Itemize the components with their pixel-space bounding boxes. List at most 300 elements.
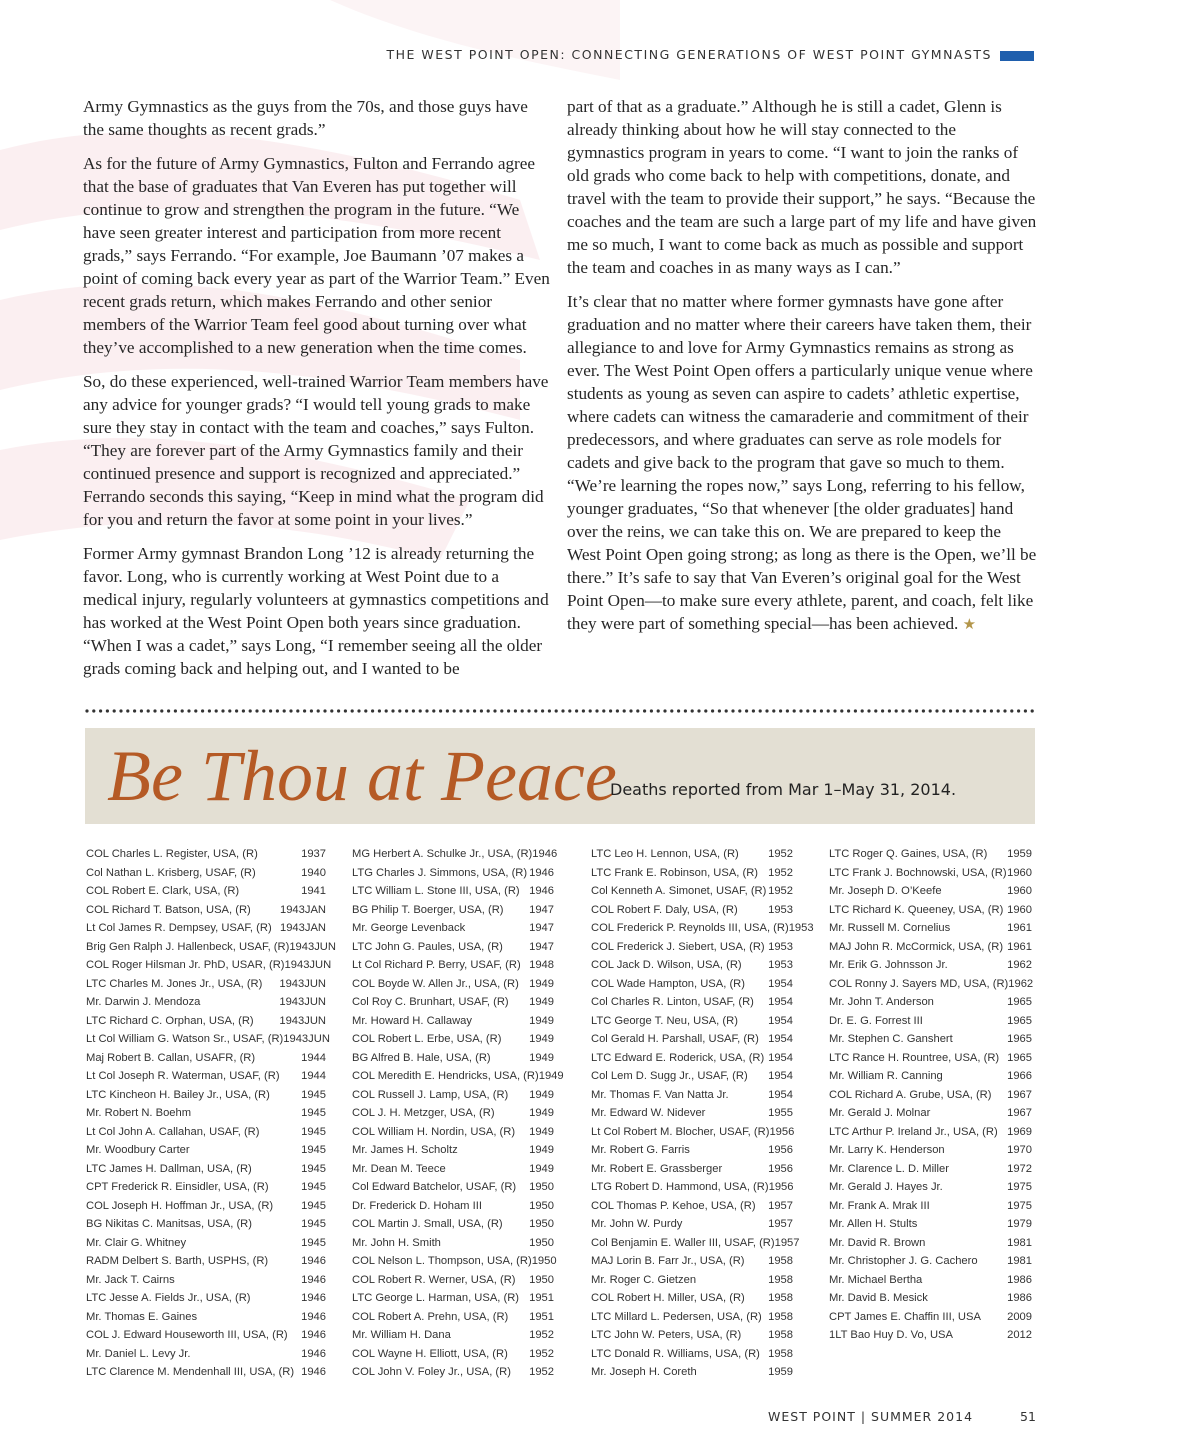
class-year: 1946 [532,848,558,860]
running-header: THE WEST POINT OPEN: CONNECTING GENERATIONS OF WEST POINT GYMNASTS [386,47,992,62]
list-item [86,1012,326,1031]
deceased-name: COL Joseph H. Hoffman Jr., USA, (R) [86,1199,274,1212]
list-item [829,1271,1032,1290]
deceased-name: COL Charles L. Register, USA, (R) [86,848,258,860]
class-year: 1962 [1008,977,1034,990]
list-item [352,975,554,994]
deaths-list-column-2 [352,845,564,1382]
deceased-name: COL Thomas P. Kehoe, USA, (R) [591,1199,756,1212]
deceased-name: Lt Col Richard P. Berry, USAF, (R) [352,959,521,971]
deceased-name: Lt Col William G. Watson Sr., USAF, (R) [86,1033,284,1045]
class-year: 1948 [529,959,554,971]
deceased-name: Mr. Larry K. Henderson [829,1144,945,1156]
class-year: 1945 [301,1236,326,1249]
class-year: 1946 [529,885,554,897]
list-item [829,901,1032,920]
list-item [829,1197,1032,1216]
list-item [352,1215,554,1234]
deceased-name: LTG Charles J. Simmons, USA, (R) [352,866,528,879]
list-item [86,864,326,883]
deceased-name: MG Herbert A. Schulke Jr., USA, (R) [352,848,533,860]
class-year: 1950 [529,1181,554,1193]
class-year: 1949 [529,1107,554,1119]
class-year: 1969 [1007,1125,1032,1138]
deceased-name: Mr. Michael Bertha [829,1273,923,1286]
list-item [352,1252,557,1271]
list-item [352,1141,554,1160]
class-year: 1946 [529,866,554,879]
class-year: 1956 [768,1144,793,1156]
list-item [829,1123,1032,1142]
deceased-name: Mr. David R. Brown [829,1236,926,1249]
class-year: 1945 [301,1144,326,1156]
deceased-name: COL Russell J. Lamp, USA, (R) [352,1088,509,1101]
class-year: 1943JUN [284,959,332,971]
class-year: 1943JUN [279,977,326,990]
class-year: 1952 [768,885,793,897]
class-year: 1952 [768,866,793,879]
header-accent-bar [1000,51,1034,61]
class-year: 1950 [529,1273,554,1286]
deceased-name: 1LT Bao Huy D. Vo, USA [829,1329,953,1341]
deceased-name: Col Benjamin E. Waller III, USAF, (R) [591,1236,775,1249]
list-item [86,975,326,994]
list-item [352,1030,554,1049]
deceased-name: COL Frederick P. Reynolds III, USA, (R) [591,922,789,934]
deaths-list-column-3 [591,845,814,1382]
list-item [829,1030,1032,1049]
deceased-name: Mr. Joseph H. Coreth [591,1366,697,1378]
list-item [591,845,793,864]
class-year: 1949 [529,1088,554,1101]
list-item [591,919,814,938]
deceased-name: Col Charles R. Linton, USAF, (R) [591,996,754,1008]
deceased-name: Mr. William R. Canning [829,1070,943,1082]
deceased-name: LTC Kincheon H. Bailey Jr., USA, (R) [86,1088,270,1101]
list-item [829,1215,1032,1234]
class-year: 1959 [1007,848,1032,860]
list-item [591,864,793,883]
class-year: 1951 [529,1310,554,1323]
deceased-name: CPT James E. Chaffin III, USA [829,1310,981,1323]
class-year: 1965 [1007,996,1032,1008]
list-item [829,956,1032,975]
deceased-name: LTC Edward E. Roderick, USA, (R) [591,1051,765,1064]
deceased-name: Mr. James H. Scholtz [352,1144,458,1156]
deceased-name: MAJ Lorin B. Farr Jr., USA, (R) [591,1255,745,1267]
class-year: 1958 [768,1347,793,1360]
list-item [591,1104,793,1123]
list-item [829,1067,1032,1086]
deceased-name: COL Robert A. Prehn, USA, (R) [352,1310,509,1323]
memorial-title: Be Thou at Peace [107,736,617,816]
deceased-name: Mr. Dean M. Teece [352,1162,446,1175]
class-year: 1962 [1007,959,1032,971]
article-paragraph: Former Army gymnast Brandon Long ’12 is already returning the favor. Long, who is currently working at West Point due to a medical injury, regularly volunteers at gymnastics competitions and has worked at the West Point Open both years since graduation. “When I was a cadet,” says Long, “I remember seeing all the older grads coming back and helping out, and I wanted to be [83,544,549,678]
class-year: 1945 [301,1107,326,1119]
list-item [591,1197,793,1216]
class-year: 1949 [529,977,554,990]
list-item [591,1326,793,1345]
class-year: 1950 [531,1255,557,1267]
deceased-name: LTC James H. Dallman, USA, (R) [86,1162,252,1175]
deceased-name: Mr. Christopher J. G. Cachero [829,1255,978,1267]
list-item [591,993,793,1012]
list-item [352,1049,554,1068]
class-year: 1954 [768,1088,793,1101]
list-item [591,901,793,920]
end-star-icon: ★ [962,617,977,633]
class-year: 1944 [301,1070,326,1082]
deceased-name: LTC Frank J. Bochnowski, USA, (R) [829,866,1007,879]
deceased-name: Mr. Woodbury Carter [86,1144,190,1156]
list-item [352,1160,554,1179]
deceased-name: LTC Arthur P. Ireland Jr., USA, (R) [829,1125,998,1138]
class-year: 1947 [529,922,554,934]
list-item [86,1271,326,1290]
list-item [591,938,793,957]
deceased-name: LTC William L. Stone III, USA, (R) [352,885,520,897]
list-item [591,1160,793,1179]
article-paragraph: part of that as a graduate.” Although he is still a cadet, Glenn is already thinking about how he will stay connected to the gymnastics program in years to come. “I want to join the ranks of old grads who come back to help with competitions, donate, and travel with the team to provide their support,” he says. “Because the coaches and the team are such a large part of my life and have given me so much, I want to come back as much as possible and support the team and coaches in as many ways as I can.” [567,97,1037,277]
deceased-name: Mr. Thomas F. Van Natta Jr. [591,1088,729,1101]
list-item [591,1141,793,1160]
deceased-name: Lt Col John A. Callahan, USAF, (R) [86,1125,260,1138]
class-year: 1949 [529,1014,554,1027]
list-item [591,1067,793,1086]
deceased-name: Mr. Jack T. Cairns [86,1273,175,1286]
class-year: 1946 [301,1255,326,1267]
deceased-name: COL J. Edward Houseworth III, USA, (R) [86,1329,288,1341]
list-item [829,1086,1032,1105]
deceased-name: Mr. Robert N. Boehm [86,1107,192,1119]
list-item [352,882,554,901]
deceased-name: Mr. Thomas E. Gaines [86,1310,198,1323]
list-item [352,901,554,920]
class-year: 1958 [768,1292,793,1304]
deceased-name: Mr. Roger C. Gietzen [591,1273,697,1286]
deceased-name: COL Robert R. Werner, USA, (R) [352,1273,516,1286]
list-item [829,993,1032,1012]
article-paragraph: As for the future of Army Gymnastics, Fulton and Ferrando agree that the base of graduates that Van Everen has put together will continue to grow and strengthen the program in the future. “We have seen greater interest and participation from more recent grads,” says Ferrando. “For example, Joe Baumann ’07 makes a point of coming back every year as part of the Warrior Team.” Even recent grads return, which makes Ferrando and other senior members of the Warrior Team feel good about turning over what they’ve accomplished to a new generation when the time comes. [83,154,550,357]
class-year: 1949 [529,1144,554,1156]
deceased-name: COL Jack D. Wilson, USA, (R) [591,959,742,971]
deceased-name: LTC Leo H. Lennon, USA, (R) [591,848,739,860]
list-item [591,1252,793,1271]
class-year: 1953 [768,903,793,916]
list-item [591,1271,793,1290]
list-item [86,1030,330,1049]
class-year: 1946 [301,1310,326,1323]
footer-publication: WEST POINT | SUMMER 2014 [768,1409,974,1424]
list-item [829,1012,1032,1031]
class-year: 1949 [529,1051,554,1064]
list-item [829,1178,1032,1197]
deceased-name: Mr. Joseph D. O’Keefe [829,885,942,897]
class-year: 1953 [768,940,793,953]
class-year: 1954 [768,1070,793,1082]
deceased-name: Col Nathan L. Krisberg, USAF, (R) [86,866,256,879]
list-item [352,1326,554,1345]
list-item [352,845,558,864]
list-item [829,845,1032,864]
list-item [86,1252,326,1271]
deceased-name: LTC George L. Harman, USA, (R) [352,1292,520,1304]
class-year: 1954 [768,996,793,1008]
deceased-name: Mr. Clarence L. D. Miller [829,1162,949,1175]
list-item [86,1049,326,1068]
deceased-name: LTC Clarence M. Mendenhall III, USA, (R) [86,1366,295,1378]
deceased-name: Col Gerald H. Parshall, USAF, (R) [591,1033,759,1045]
deceased-name: Mr. Frank A. Mrak III [829,1199,930,1212]
list-item [352,938,554,957]
class-year: 1954 [768,977,793,990]
list-item [352,1067,564,1086]
class-year: 1958 [768,1329,793,1341]
class-year: 1965 [1007,1051,1032,1064]
deceased-name: Mr. Allen H. Stults [829,1218,918,1230]
deceased-name: LTC Rance H. Rountree, USA, (R) [829,1051,1000,1064]
deceased-name: LTC John G. Paules, USA, (R) [352,940,503,953]
memorial-banner [85,728,1035,824]
class-year: 1952 [529,1329,554,1341]
class-year: 1945 [301,1125,326,1138]
class-year: 1965 [1007,1014,1032,1027]
deaths-list-column-1 [86,845,336,1382]
deceased-name: COL Meredith E. Hendricks, USA, (R) [352,1070,539,1082]
class-year: 1956 [768,1181,794,1193]
deceased-name: COL Martin J. Small, USA, (R) [352,1218,503,1230]
class-year: 1937 [301,848,326,860]
list-item [86,1178,326,1197]
deceased-name: COL Roger Hilsman Jr. PhD, USAR, (R) [86,959,285,971]
deceased-name: COL Wade Hampton, USA, (R) [591,977,745,990]
list-item [829,1252,1032,1271]
deceased-name: LTC George T. Neu, USA, (R) [591,1014,738,1027]
list-item [591,1178,793,1197]
class-year: 1957 [768,1199,793,1212]
deceased-name: Mr. Edward W. Nidever [591,1107,706,1119]
list-item [86,1345,326,1364]
class-year: 1958 [768,1255,793,1267]
deceased-name: COL Richard A. Grube, USA, (R) [829,1088,992,1101]
deceased-name: COL Robert F. Daly, USA, (R) [591,903,738,916]
deceased-name: Mr. Erik G. Johnsson Jr. [829,959,948,971]
deceased-name: COL Robert E. Clark, USA, (R) [86,885,240,897]
list-item [352,1178,554,1197]
deceased-name: Maj Robert B. Callan, USAFR, (R) [86,1051,256,1064]
deceased-name: Mr. Clair G. Whitney [86,1236,187,1249]
dotted-divider [85,708,1035,714]
list-item [86,901,326,920]
deceased-name: COL Frederick J. Siebert, USA, (R) [591,940,765,953]
list-item [86,956,332,975]
class-year: 1943JUN [289,940,336,953]
list-item [591,956,793,975]
class-year: 1975 [1007,1181,1032,1193]
class-year: 1981 [1007,1255,1032,1267]
list-item [86,1308,326,1327]
class-year: 1943JUN [279,1014,326,1027]
deceased-name: Mr. Robert G. Farris [591,1144,690,1156]
class-year: 1960 [1007,903,1032,916]
article-paragraph: Army Gymnastics as the guys from the 70s, and those guys have the same thoughts as recent grads.” [83,97,528,139]
deceased-name: LTC Charles M. Jones Jr., USA, (R) [86,977,263,990]
list-item [352,919,554,938]
page-number: 51 [1020,1409,1036,1424]
list-item [86,1215,326,1234]
class-year: 1954 [768,1033,793,1045]
class-year: 1949 [529,1162,554,1175]
deceased-name: COL Robert H. Miller, USA, (R) [591,1292,745,1304]
list-item [352,1345,554,1364]
deceased-name: Brig Gen Ralph J. Hallenbeck, USAF, (R) [86,940,290,953]
class-year: 1955 [768,1107,793,1119]
class-year: 1957 [774,1236,800,1249]
class-year: 1949 [538,1070,564,1082]
deceased-name: COL Ronny J. Sayers MD, USA, (R) [829,977,1009,990]
class-year: 1952 [529,1347,554,1360]
class-year: 1945 [301,1181,326,1193]
deceased-name: LTC Roger Q. Gaines, USA, (R) [829,848,988,860]
class-year: 1940 [301,866,326,879]
deceased-name: Mr. Russell M. Cornelius [829,922,951,934]
list-item [86,845,326,864]
deceased-name: BG Alfred B. Hale, USA, (R) [352,1051,491,1064]
class-year: 1952 [529,1366,554,1378]
list-item [352,1104,554,1123]
list-item [86,1104,326,1123]
deceased-name: Mr. Gerald J. Molnar [829,1107,931,1119]
list-item [829,1234,1032,1253]
deceased-name: Mr. Stephen C. Ganshert [829,1033,953,1045]
list-item [352,864,554,883]
list-item [86,919,326,938]
list-item [591,1215,793,1234]
class-year: 1945 [301,1199,326,1212]
class-year: 1946 [301,1292,326,1304]
deceased-name: BG Philip T. Boerger, USA, (R) [352,903,504,916]
class-year: 1941 [301,885,326,897]
list-item [591,1289,793,1308]
list-item [352,1289,554,1308]
list-item [829,1289,1032,1308]
list-item [352,1086,554,1105]
class-year: 1949 [529,1125,554,1138]
deceased-name: Col Kenneth A. Simonet, USAF, (R) [591,885,767,897]
class-year: 1950 [529,1236,554,1249]
list-item [591,1049,793,1068]
deceased-name: Mr. John T. Anderson [829,996,934,1008]
list-item [829,1308,1032,1327]
class-year: 1956 [769,1125,795,1138]
list-item [591,1012,793,1031]
class-year: 1943JAN [279,903,326,916]
class-year: 1961 [1007,940,1032,953]
class-year: 1946 [301,1347,326,1360]
deceased-name: LTC Richard C. Orphan, USA, (R) [86,1014,254,1027]
class-year: 1986 [1007,1273,1032,1286]
class-year: 1967 [1007,1088,1032,1101]
memorial-subtitle: Deaths reported from Mar 1–May 31, 2014. [610,780,957,799]
class-year: 1954 [768,1014,793,1027]
article-column-left [83,95,553,691]
deceased-name: Lt Col Joseph R. Waterman, USAF, (R) [86,1070,280,1082]
class-year: 1944 [301,1051,326,1064]
deceased-name: COL J. H. Metzger, USA, (R) [352,1107,495,1119]
deceased-name: Mr. Gerald J. Hayes Jr. [829,1181,943,1193]
class-year: 1945 [301,1218,326,1230]
list-item [829,1104,1032,1123]
class-year: 1966 [1007,1070,1032,1082]
list-item [829,1049,1032,1068]
list-item [86,1123,326,1142]
list-item [352,1123,554,1142]
deceased-name: Col Roy C. Brunhart, USAF, (R) [352,996,509,1008]
deceased-name: LTC Richard K. Queeney, USA, (R) [829,903,1004,916]
deceased-name: LTG Robert D. Hammond, USA, (R) [591,1181,769,1193]
deceased-name: LTC Jesse A. Fields Jr., USA, (R) [86,1292,251,1304]
deceased-name: Col Edward Batchelor, USAF, (R) [352,1181,517,1193]
class-year: 2009 [1007,1310,1032,1323]
list-item [829,975,1032,994]
class-year: 1956 [768,1162,793,1175]
deceased-name: COL William H. Nordin, USA, (R) [352,1125,516,1138]
list-item [591,1234,800,1253]
deceased-name: RADM Delbert S. Barth, USPHS, (R) [86,1255,269,1267]
list-item [86,1234,326,1253]
class-year: 1947 [529,940,554,953]
class-year: 1943JUN [279,996,326,1008]
class-year: 1950 [529,1199,554,1212]
deceased-name: Mr. Daniel L. Levy Jr. [86,1347,191,1360]
class-year: 1981 [1007,1236,1032,1249]
deceased-name: COL Robert L. Erbe, USA, (R) [352,1033,502,1045]
deceased-name: LTC Millard L. Pedersen, USA, (R) [591,1310,762,1323]
class-year: 1943JUN [283,1033,330,1045]
list-item [86,1067,326,1086]
list-item [829,938,1032,957]
list-item [86,1141,326,1160]
list-item [591,1308,793,1327]
article-column-right [567,95,1037,648]
list-item [829,919,1032,938]
deceased-name: LTC Frank E. Robinson, USA, (R) [591,866,759,879]
class-year: 1960 [1007,866,1032,879]
list-item [829,882,1032,901]
list-item [591,975,793,994]
class-year: 1961 [1007,922,1032,934]
class-year: 1959 [768,1366,793,1378]
deaths-list-column-4 [829,845,1032,1345]
deceased-name: LTC John W. Peters, USA, (R) [591,1329,742,1341]
class-year: 1951 [529,1292,554,1304]
class-year: 1946 [301,1366,326,1378]
deceased-name: COL Richard T. Batson, USA, (R) [86,903,251,916]
deceased-name: Mr. John H. Smith [352,1236,441,1249]
class-year: 1950 [529,1218,554,1230]
list-item [591,1030,793,1049]
class-year: 1953 [768,959,793,971]
list-item [352,956,554,975]
deceased-name: COL Nelson L. Thompson, USA, (R) [352,1255,532,1267]
list-item [86,1326,326,1345]
list-item [86,1197,326,1216]
class-year: 2012 [1007,1329,1032,1341]
class-year: 1960 [1007,885,1032,897]
deceased-name: Mr. David B. Mesick [829,1292,928,1304]
class-year: 1945 [301,1162,326,1175]
